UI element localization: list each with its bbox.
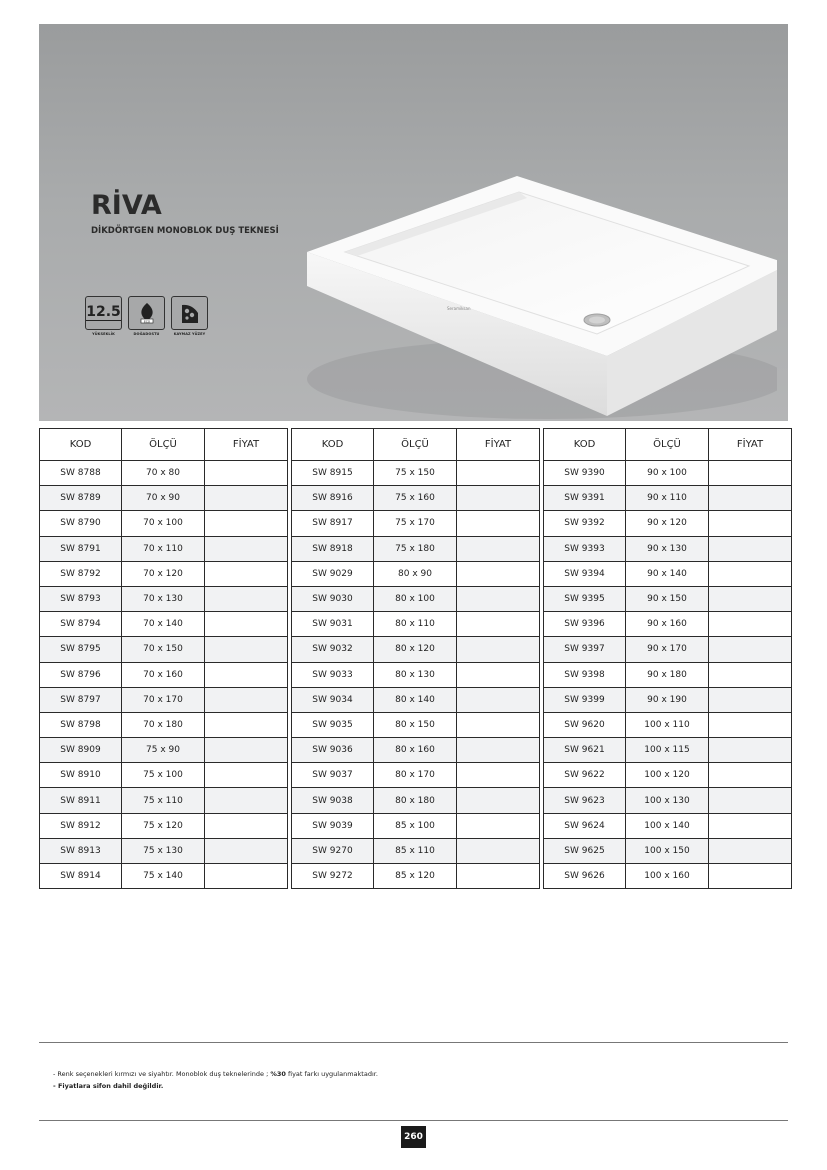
cell-kod: SW 8794 (40, 612, 122, 637)
cell-fiyat (457, 763, 540, 788)
cell-fiyat (205, 864, 288, 889)
cell-olcu: 80 x 150 (374, 712, 457, 737)
cell-olcu: 80 x 110 (374, 612, 457, 637)
cell-olcu: 75 x 180 (374, 536, 457, 561)
cell-fiyat (709, 461, 792, 486)
page-number: 260 (401, 1126, 426, 1148)
cell-fiyat (457, 738, 540, 763)
cell-fiyat (205, 763, 288, 788)
table-row (292, 511, 540, 536)
cell-kod: SW 9622 (544, 763, 626, 788)
table-row (292, 763, 540, 788)
table-row (544, 536, 792, 561)
table-row (40, 637, 288, 662)
table-row (292, 738, 540, 763)
price-table-3 (543, 428, 792, 889)
cell-olcu: 90 x 160 (626, 612, 709, 637)
cell-fiyat (205, 813, 288, 838)
cell-fiyat (457, 662, 540, 687)
cell-fiyat (709, 662, 792, 687)
table-row (292, 788, 540, 813)
column-header-kod: KOD (292, 429, 374, 461)
table-row (40, 813, 288, 838)
cell-olcu: 85 x 100 (374, 813, 457, 838)
note-siphon: - Fiyatlara sifon dahil değildir. (53, 1082, 164, 1090)
cell-olcu: 75 x 150 (374, 461, 457, 486)
cell-fiyat (709, 712, 792, 737)
cell-kod: SW 8914 (40, 864, 122, 889)
cell-olcu: 90 x 170 (626, 637, 709, 662)
cell-kod: SW 8911 (40, 788, 122, 813)
table-row (292, 637, 540, 662)
table-row (544, 637, 792, 662)
cell-kod: SW 8909 (40, 738, 122, 763)
cell-fiyat (205, 561, 288, 586)
cell-fiyat (709, 813, 792, 838)
table-header-row (40, 429, 288, 461)
table-row (40, 864, 288, 889)
cell-fiyat (205, 586, 288, 611)
cell-fiyat (205, 461, 288, 486)
cell-fiyat (457, 813, 540, 838)
cell-olcu: 70 x 150 (122, 637, 205, 662)
height-number-icon (85, 296, 122, 330)
cell-fiyat (457, 687, 540, 712)
cell-kod: SW 9272 (292, 864, 374, 889)
table-row (292, 687, 540, 712)
cell-kod: SW 9621 (544, 738, 626, 763)
cell-kod: SW 9270 (292, 838, 374, 863)
cell-kod: SW 9393 (544, 536, 626, 561)
cell-kod: SW 8915 (292, 461, 374, 486)
cell-kod: SW 9399 (544, 687, 626, 712)
table-row (292, 586, 540, 611)
table-row (40, 536, 288, 561)
table-row (544, 813, 792, 838)
cell-kod: SW 9397 (544, 637, 626, 662)
product-subtitle: DİKDÖRTGEN MONOBLOK DUŞ TEKNESİ (91, 226, 279, 236)
cell-fiyat (205, 612, 288, 637)
feature-badges (85, 296, 208, 336)
table-row (292, 712, 540, 737)
cell-kod: SW 8790 (40, 511, 122, 536)
cell-olcu: 75 x 100 (122, 763, 205, 788)
cell-fiyat (205, 838, 288, 863)
table-row (544, 864, 792, 889)
cell-fiyat (457, 612, 540, 637)
height-badge-label: YÜKSEKLİK (92, 332, 115, 336)
table-row (544, 788, 792, 813)
cell-kod: SW 9395 (544, 586, 626, 611)
cell-fiyat (709, 637, 792, 662)
table-row (292, 536, 540, 561)
cell-kod: SW 8918 (292, 536, 374, 561)
tray-logo-text: Seramiksan (447, 306, 471, 311)
table-row (544, 561, 792, 586)
anti-slip-badge (171, 296, 208, 336)
table-row (40, 561, 288, 586)
eco-badge-label: DOĞADOSTU (133, 332, 160, 336)
shower-tray-illustration (297, 174, 777, 421)
cell-kod: SW 8912 (40, 813, 122, 838)
cell-kod: SW 9037 (292, 763, 374, 788)
table-row (544, 586, 792, 611)
cell-olcu: 80 x 130 (374, 662, 457, 687)
cell-fiyat (205, 788, 288, 813)
cell-kod: SW 9033 (292, 662, 374, 687)
cell-kod: SW 8917 (292, 511, 374, 536)
table-row (40, 486, 288, 511)
cell-fiyat (205, 687, 288, 712)
table-row (40, 763, 288, 788)
table-row (544, 511, 792, 536)
cell-kod: SW 8789 (40, 486, 122, 511)
column-header-fiyat: FİYAT (205, 429, 288, 461)
cell-olcu: 100 x 110 (626, 712, 709, 737)
cell-fiyat (205, 511, 288, 536)
cell-kod: SW 8788 (40, 461, 122, 486)
table-row (292, 561, 540, 586)
cell-olcu: 80 x 140 (374, 687, 457, 712)
cell-olcu: 75 x 130 (122, 838, 205, 863)
table-row (292, 864, 540, 889)
leaf-eco-icon (128, 296, 165, 330)
cell-kod: SW 9036 (292, 738, 374, 763)
height-badge (85, 296, 122, 336)
cell-olcu: 70 x 160 (122, 662, 205, 687)
table-row (292, 461, 540, 486)
cell-kod: SW 8913 (40, 838, 122, 863)
cell-olcu: 70 x 110 (122, 536, 205, 561)
table-row (40, 687, 288, 712)
price-table-1 (39, 428, 288, 889)
cell-kod: SW 8910 (40, 763, 122, 788)
product-brand-title: RİVA (91, 190, 162, 221)
cell-kod: SW 9032 (292, 637, 374, 662)
cell-kod: SW 9396 (544, 612, 626, 637)
table-row (544, 712, 792, 737)
column-header-olcu: ÖLÇÜ (122, 429, 205, 461)
cell-fiyat (457, 561, 540, 586)
cell-fiyat (205, 738, 288, 763)
column-header-fiyat: FİYAT (709, 429, 792, 461)
table-row (544, 687, 792, 712)
column-header-kod: KOD (544, 429, 626, 461)
cell-olcu: 100 x 120 (626, 763, 709, 788)
cell-olcu: 100 x 115 (626, 738, 709, 763)
footnotes (53, 1068, 378, 1092)
cell-kod: SW 9624 (544, 813, 626, 838)
cell-fiyat (205, 486, 288, 511)
cell-kod: SW 8796 (40, 662, 122, 687)
table-row (40, 788, 288, 813)
cell-olcu: 80 x 170 (374, 763, 457, 788)
cell-olcu: 85 x 110 (374, 838, 457, 863)
cell-olcu: 75 x 170 (374, 511, 457, 536)
table-row (544, 662, 792, 687)
cell-kod: SW 8792 (40, 561, 122, 586)
cell-olcu: 80 x 160 (374, 738, 457, 763)
cell-fiyat (709, 511, 792, 536)
cell-kod: SW 9038 (292, 788, 374, 813)
cell-olcu: 70 x 180 (122, 712, 205, 737)
cell-fiyat (205, 662, 288, 687)
cell-olcu: 75 x 140 (122, 864, 205, 889)
cell-olcu: 80 x 90 (374, 561, 457, 586)
cell-fiyat (709, 561, 792, 586)
cell-olcu: 75 x 120 (122, 813, 205, 838)
cell-kod: SW 9039 (292, 813, 374, 838)
cell-fiyat (709, 486, 792, 511)
cell-olcu: 70 x 130 (122, 586, 205, 611)
cell-fiyat (457, 536, 540, 561)
table-row (40, 662, 288, 687)
column-header-fiyat: FİYAT (457, 429, 540, 461)
cell-olcu: 90 x 190 (626, 687, 709, 712)
footer-divider-top (39, 1042, 788, 1043)
cell-olcu: 90 x 150 (626, 586, 709, 611)
cell-fiyat (457, 864, 540, 889)
cell-olcu: 70 x 100 (122, 511, 205, 536)
cell-kod: SW 9030 (292, 586, 374, 611)
cell-kod: SW 8797 (40, 687, 122, 712)
table-row (40, 838, 288, 863)
table-row (292, 486, 540, 511)
svg-text:ECO: ECO (143, 319, 150, 324)
cell-kod: SW 9625 (544, 838, 626, 863)
cell-olcu: 85 x 120 (374, 864, 457, 889)
cell-olcu: 80 x 100 (374, 586, 457, 611)
cell-kod: SW 9034 (292, 687, 374, 712)
cell-fiyat (457, 486, 540, 511)
cell-kod: SW 9394 (544, 561, 626, 586)
cell-fiyat (205, 712, 288, 737)
cell-olcu: 100 x 150 (626, 838, 709, 863)
cell-fiyat (709, 586, 792, 611)
table-row (292, 813, 540, 838)
cell-olcu: 80 x 180 (374, 788, 457, 813)
cell-kod: SW 8793 (40, 586, 122, 611)
cell-olcu: 75 x 160 (374, 486, 457, 511)
cell-kod: SW 9031 (292, 612, 374, 637)
table-row (544, 461, 792, 486)
cell-fiyat (709, 788, 792, 813)
cell-olcu: 70 x 80 (122, 461, 205, 486)
column-header-olcu: ÖLÇÜ (374, 429, 457, 461)
cell-olcu: 90 x 130 (626, 536, 709, 561)
cell-fiyat (205, 536, 288, 561)
column-header-olcu: ÖLÇÜ (626, 429, 709, 461)
cell-fiyat (709, 612, 792, 637)
cell-fiyat (457, 712, 540, 737)
cell-olcu: 70 x 140 (122, 612, 205, 637)
cell-olcu: 70 x 120 (122, 561, 205, 586)
cell-olcu: 90 x 180 (626, 662, 709, 687)
cell-fiyat (457, 788, 540, 813)
table-row (40, 612, 288, 637)
height-value: 12.5 (86, 303, 121, 320)
cell-kod: SW 9392 (544, 511, 626, 536)
table-header-row (544, 429, 792, 461)
product-hero-image (39, 24, 788, 421)
cell-kod: SW 9398 (544, 662, 626, 687)
cell-kod: SW 8798 (40, 712, 122, 737)
cell-kod: SW 8916 (292, 486, 374, 511)
table-row (544, 738, 792, 763)
note-color-options: - Renk seçenekleri kırmızı ve siyahtır. Monoblok duş teknelerinde ; %30 fiyat farkı uygulanmaktadır. (53, 1070, 378, 1078)
table-row (40, 738, 288, 763)
cell-kod: SW 8791 (40, 536, 122, 561)
cell-olcu: 90 x 140 (626, 561, 709, 586)
cell-kod: SW 9390 (544, 461, 626, 486)
cell-fiyat (205, 637, 288, 662)
cell-kod: SW 9623 (544, 788, 626, 813)
table-row (40, 712, 288, 737)
table-row (40, 586, 288, 611)
table-row (40, 461, 288, 486)
cell-kod: SW 9029 (292, 561, 374, 586)
cell-olcu: 100 x 140 (626, 813, 709, 838)
cell-olcu: 100 x 130 (626, 788, 709, 813)
cell-fiyat (457, 838, 540, 863)
table-row (292, 662, 540, 687)
cell-olcu: 70 x 170 (122, 687, 205, 712)
cell-kod: SW 9391 (544, 486, 626, 511)
cell-fiyat (457, 461, 540, 486)
cell-fiyat (457, 511, 540, 536)
cell-olcu: 100 x 160 (626, 864, 709, 889)
cell-olcu: 90 x 120 (626, 511, 709, 536)
cell-fiyat (709, 763, 792, 788)
cell-olcu: 75 x 90 (122, 738, 205, 763)
anti-slip-badge-label: KAYMAZ YÜZEY (173, 332, 206, 336)
cell-fiyat (457, 637, 540, 662)
cell-fiyat (709, 838, 792, 863)
cell-olcu: 80 x 120 (374, 637, 457, 662)
table-row (292, 612, 540, 637)
cell-fiyat (709, 687, 792, 712)
column-header-kod: KOD (40, 429, 122, 461)
cell-fiyat (709, 738, 792, 763)
table-row (40, 511, 288, 536)
cell-fiyat (457, 586, 540, 611)
footer-divider-bottom (39, 1120, 788, 1121)
cell-kod: SW 9035 (292, 712, 374, 737)
cell-olcu: 90 x 100 (626, 461, 709, 486)
table-row (544, 763, 792, 788)
cell-olcu: 70 x 90 (122, 486, 205, 511)
eco-badge (128, 296, 165, 336)
cell-kod: SW 9620 (544, 712, 626, 737)
cell-kod: SW 9626 (544, 864, 626, 889)
table-row (292, 838, 540, 863)
table-header-row (292, 429, 540, 461)
cell-olcu: 90 x 110 (626, 486, 709, 511)
cell-kod: SW 8795 (40, 637, 122, 662)
table-row (544, 486, 792, 511)
table-row (544, 612, 792, 637)
cell-fiyat (709, 864, 792, 889)
price-table-2 (291, 428, 540, 889)
cell-olcu: 75 x 110 (122, 788, 205, 813)
table-row (544, 838, 792, 863)
cell-fiyat (709, 536, 792, 561)
anti-slip-icon (171, 296, 208, 330)
